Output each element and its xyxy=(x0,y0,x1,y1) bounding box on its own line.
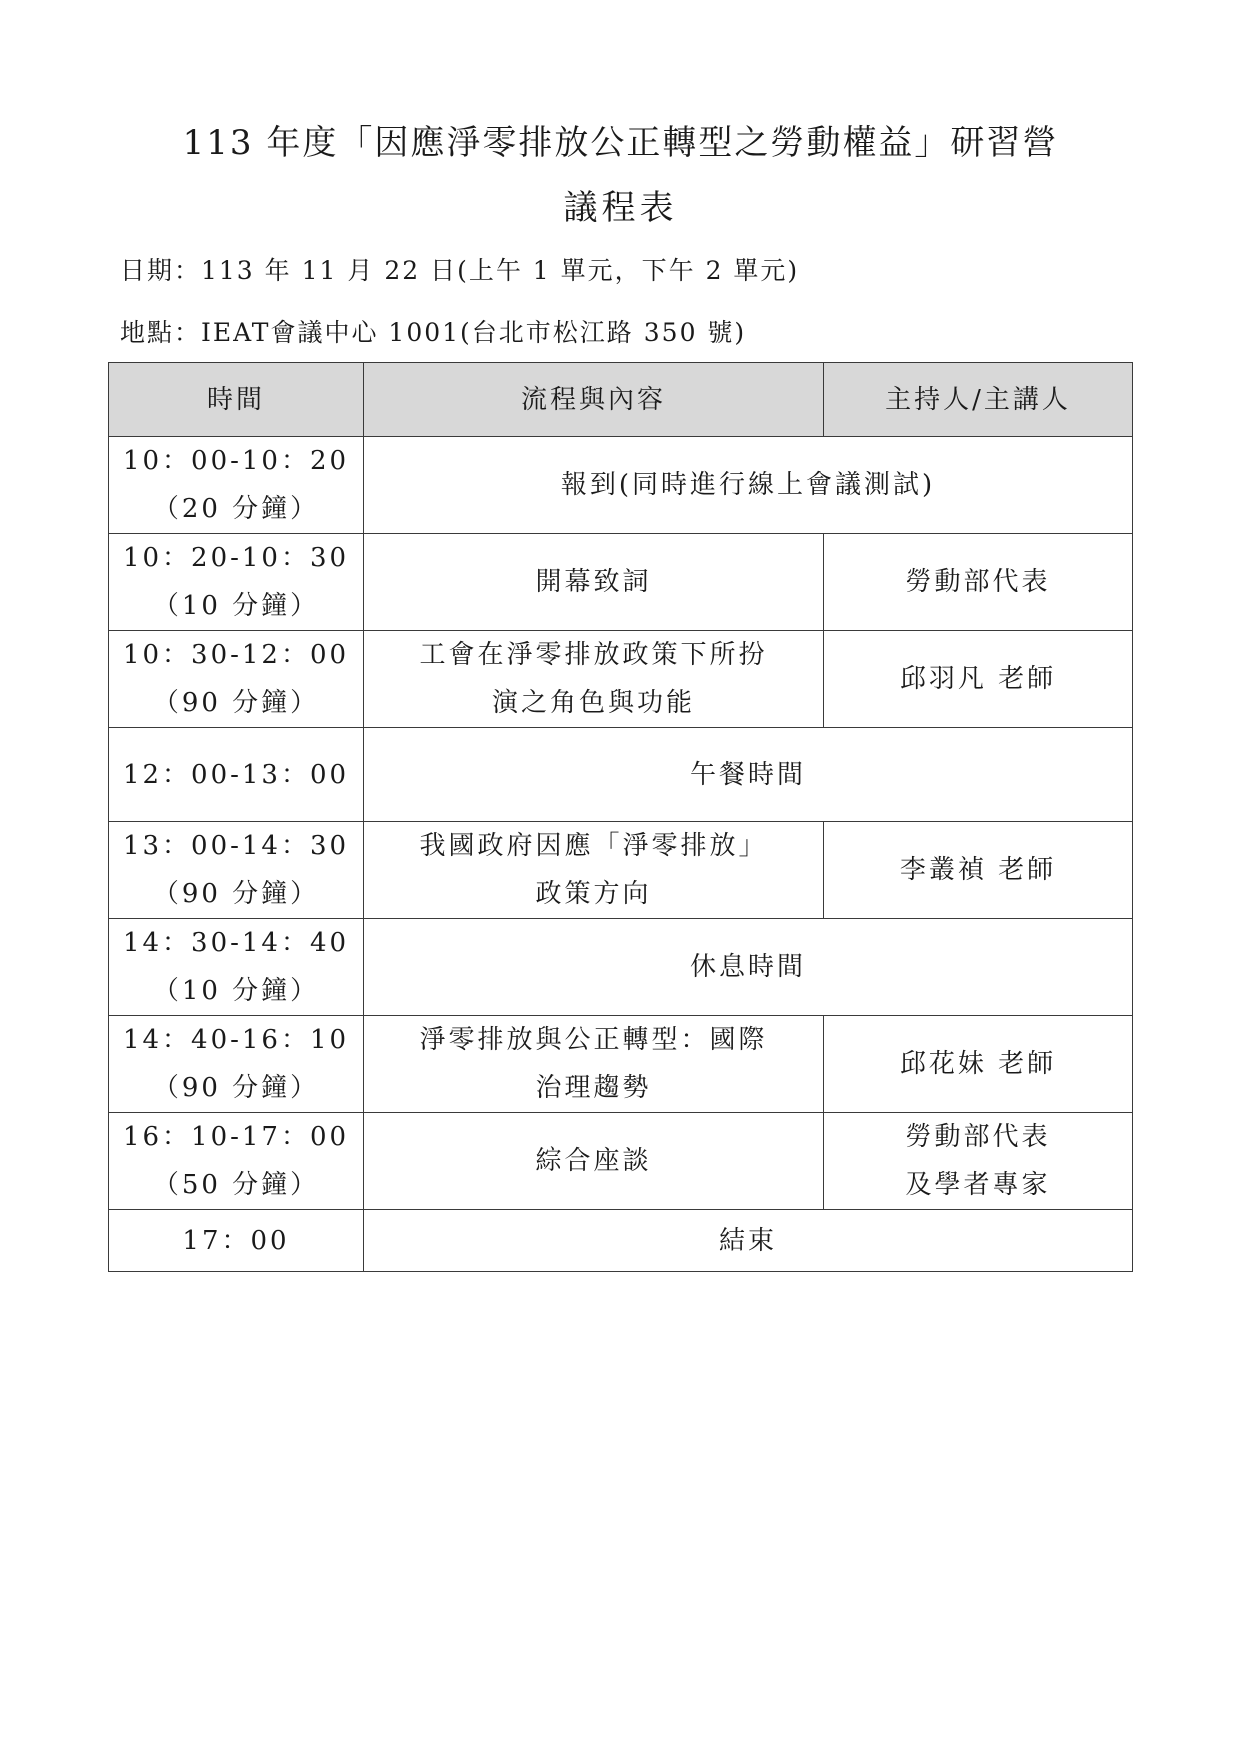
content-line: 結束 xyxy=(718,1225,777,1256)
host-cell xyxy=(824,1016,1133,1113)
agenda-row xyxy=(109,728,1133,822)
content-line: 淨零排放與公正轉型：國際 xyxy=(419,1025,768,1055)
agenda-row xyxy=(109,534,1133,631)
header-time: 時間 xyxy=(109,363,364,437)
time-range: 16：10-17：00 xyxy=(122,1122,350,1152)
time-range: 14：30-14：40 xyxy=(122,928,350,958)
document-subtitle: 議程表 xyxy=(563,188,678,228)
content-line: 工會在淨零排放政策下所扮 xyxy=(419,640,768,670)
time-cell xyxy=(109,1016,364,1113)
host-line: 邱羽凡 老師 xyxy=(899,664,1057,694)
duration: （10 分鐘） xyxy=(152,591,320,621)
host-cell xyxy=(824,631,1133,728)
content-line: 演之角色與功能 xyxy=(491,688,695,718)
time-cell xyxy=(109,437,364,534)
content-line: 午餐時間 xyxy=(689,759,806,790)
content-cell xyxy=(364,534,824,631)
date-line: 日期：113 年 11 月 22 日(上午 1 單元，下午 2 單元) xyxy=(120,256,800,285)
content-line: 我國政府因應「淨零排放」 xyxy=(419,831,768,861)
duration: （90 分鐘） xyxy=(152,1073,320,1103)
content-cell xyxy=(364,919,1133,1016)
host-line: 及學者專家 xyxy=(905,1170,1051,1200)
host-line: 勞動部代表 xyxy=(905,567,1051,597)
time-range: 13：00-14：30 xyxy=(122,831,350,861)
document-title: 113 年度「因應淨零排放公正轉型之勞動權益」研習營 xyxy=(182,123,1059,163)
host-cell xyxy=(824,534,1133,631)
host-cell xyxy=(824,1113,1133,1210)
agenda-row xyxy=(109,437,1133,534)
header-host: 主持人/主講人 xyxy=(824,363,1133,437)
time-range: 12：00-13：00 xyxy=(122,759,350,790)
content-line: 治理趨勢 xyxy=(535,1073,652,1103)
duration: （90 分鐘） xyxy=(152,688,320,718)
content-line: 報到(同時進行線上會議測試) xyxy=(560,470,936,500)
content-cell xyxy=(364,1113,824,1210)
time-cell xyxy=(109,1113,364,1210)
agenda-row xyxy=(109,822,1133,919)
agenda-row xyxy=(109,919,1133,1016)
content-line: 開幕致詞 xyxy=(535,567,652,597)
header-content: 流程與內容 xyxy=(364,363,824,437)
duration: （90 分鐘） xyxy=(152,879,320,909)
duration: （50 分鐘） xyxy=(152,1170,320,1200)
agenda-row xyxy=(109,631,1133,728)
agenda-row xyxy=(109,1113,1133,1210)
agenda-row xyxy=(109,1016,1133,1113)
duration: （20 分鐘） xyxy=(152,494,320,524)
host-cell xyxy=(824,822,1133,919)
time-cell xyxy=(109,822,364,919)
content-cell xyxy=(364,728,1133,822)
content-cell xyxy=(364,1016,824,1113)
content-cell xyxy=(364,822,824,919)
host-line: 邱花妹 老師 xyxy=(899,1049,1057,1079)
content-cell xyxy=(364,437,1133,534)
time-range: 14：40-16：10 xyxy=(122,1025,350,1055)
venue-line: 地點：IEAT會議中心 1001(台北市松江路 350 號) xyxy=(120,318,747,347)
time-cell xyxy=(109,631,364,728)
time-cell xyxy=(109,919,364,1016)
agenda-body xyxy=(109,437,1133,1272)
time-cell xyxy=(109,534,364,631)
time-range: 10：20-10：30 xyxy=(122,543,350,573)
content-line: 政策方向 xyxy=(535,879,652,909)
time-range: 10：00-10：20 xyxy=(122,446,350,476)
time-cell xyxy=(109,1210,364,1272)
content-line: 休息時間 xyxy=(689,952,806,982)
time-range: 10：30-12：00 xyxy=(122,640,350,670)
duration: （10 分鐘） xyxy=(152,976,320,1006)
content-line: 綜合座談 xyxy=(535,1146,652,1176)
time-cell xyxy=(109,728,364,822)
host-line: 李叢禎 老師 xyxy=(899,855,1057,885)
agenda-table xyxy=(108,362,1133,1272)
time-range: 17：00 xyxy=(182,1225,290,1256)
agenda-row xyxy=(109,1210,1133,1272)
host-line: 勞動部代表 xyxy=(905,1122,1051,1152)
content-cell xyxy=(364,1210,1133,1272)
content-cell xyxy=(364,631,824,728)
